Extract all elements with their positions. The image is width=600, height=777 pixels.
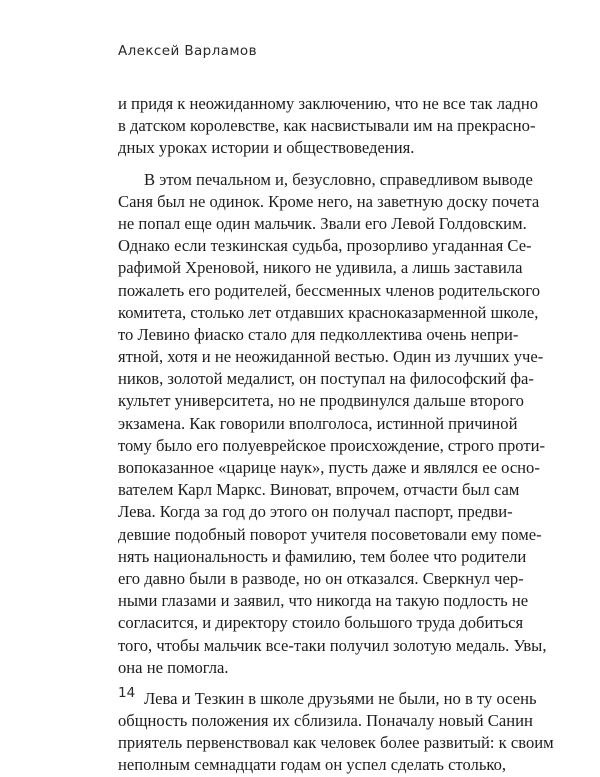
text-line: девшие подобный поворот учителя посоветовали ему поме- (118, 524, 542, 544)
running-head-author: Алексей Варламов (118, 43, 257, 59)
text-line: экзамена. Как говорили вполголоса, истинной причиной (118, 413, 518, 433)
text-line: его давно были в разводе, но он отказался. Сверкнул чер- (118, 568, 524, 588)
text-line: в датском королевстве, как насвистывали им на прекрасно- (118, 116, 536, 136)
text-line: ятной, хотя и не неожиданной вестью. Один из лучших уче- (118, 347, 544, 367)
text-line: того, чтобы мальчик все-таки получил золотую медаль. Увы, (118, 635, 547, 655)
text-line: дных уроках истории и обществоведения. (118, 138, 415, 158)
text-line: тому было его полуеврейское происхождение, строго проти- (118, 435, 546, 455)
text-line: Лева. Когда за год до этого он получал паспорт, предви- (118, 502, 513, 522)
text-line: вателем Карл Маркс. Виноват, впрочем, отчасти был сам (118, 480, 520, 500)
paragraph-2 (118, 169, 547, 679)
text-line: ными глазами и заявил, что никогда на такую подлость не (118, 591, 529, 611)
text-line: культет университета, но не продвинулся дальше второго (118, 391, 524, 411)
text-line: нять национальность и фамилию, тем более что родители (118, 546, 527, 566)
paragraph-1 (118, 93, 539, 160)
text-line: то Левино фиаско стало для педколлектива очень непри- (118, 324, 519, 344)
text-line: общность положения их сблизила. Поначалу новый Санин (118, 711, 533, 731)
text-line: она не помогла. (118, 657, 229, 677)
body-text (118, 93, 554, 777)
text-line: В этом печальном и, безусловно, справедливом выводе (144, 169, 533, 189)
text-line: согласится, и директору стоило большого труда добиться (118, 613, 524, 633)
text-line: вопоказанное «царице наук», пусть даже и являлся ее осно- (118, 458, 540, 477)
paragraph-3 (118, 688, 554, 777)
text-line: Однако если тезкинская судьба, прозорливо угаданная Се- (118, 236, 532, 256)
text-line: рафимой Хреновой, никого не удивила, а лишь заставила (118, 258, 523, 278)
text-line: комитета, столько лет отдавших красноказарменной школе, (118, 302, 539, 322)
text-line: Лева и Тезкин в школе друзьями не были, но в ту осень (144, 688, 537, 708)
text-line: не попал еще один мальчик. Звали его Левой Голдовским. (118, 213, 527, 233)
text-line: пожалеть его родителей, бессменных членов родительского (118, 280, 541, 300)
text-line: приятель первенствовал как человек более развитый: к своим (118, 733, 554, 753)
text-line: ников, золотой медалист, он поступал на философский фа- (118, 369, 534, 389)
text-line: и придя к неожиданному заключению, что не все так ладно (118, 94, 539, 113)
text-line: Саня был не одинок. Кроме него, на заветную доску почета (118, 191, 540, 211)
page-number: 14 (118, 685, 136, 701)
text-line: неполным семнадцати годам он успел сделать столько, (118, 755, 507, 775)
